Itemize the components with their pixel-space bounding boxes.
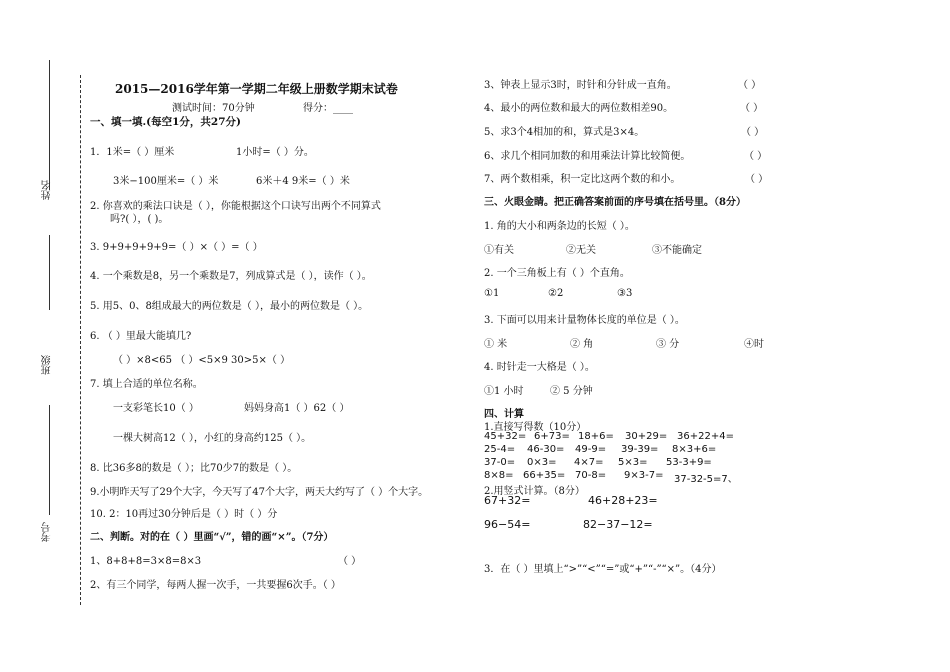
vertical-calc-1: 67+32=	[484, 494, 531, 507]
question-6-blanks: （ ）×8<65 （ ）<5×9 30>5×（ ）	[113, 355, 291, 366]
question-10: 10. 2：10再过30分钟后是（ ）时（ ）分	[90, 509, 278, 520]
choice-3-option-4: ④时	[744, 339, 764, 350]
page-title: 2015—2016学年第一学期二年级上册数学期末试卷	[115, 82, 398, 96]
judge-2: 2、有三个同学，每两人握一次手，一共要握6次手。（ ）	[90, 580, 341, 591]
question-2a: 2. 你喜欢的乘法口诀是（ ），你能根据这个口诀写出两个不同算式	[90, 201, 381, 212]
judge-6: 6、求几个相同加数的和用乘法计算比较简便。	[484, 151, 691, 162]
calc-r4-4: 9×3-7=	[624, 470, 664, 481]
choice-1: 1. 角的大小和两条边的长短（ ）。	[484, 221, 635, 232]
vertical-calc-2: 46+28+23=	[588, 494, 658, 507]
question-2b: 吗?( ），( )。	[110, 214, 169, 225]
choice-3-option-2: ② 角	[570, 339, 594, 350]
calc-r1-2: 6+73=	[534, 431, 570, 442]
calc-r1-4: 30+29=	[625, 431, 668, 442]
calc-r3-4: 5×3=	[618, 457, 648, 468]
calc-r1-5: 36+22+4=	[677, 431, 734, 442]
choice-3-option-1: ① 米	[484, 339, 508, 350]
question-9: 9.小明昨天写了29个大字，今天写了47个大字，两天大约写了（ ）个大字。	[90, 487, 429, 498]
judge-5-paren: （ ）	[741, 127, 765, 138]
section-3-title: 三、火眼金睛。把正确答案前面的序号填在括号里。（8分）	[484, 197, 746, 208]
class-label: 班级	[42, 355, 53, 375]
choice-3: 3. 下面可以用来计量物体长度的单位是（ ）。	[484, 315, 685, 326]
judge-1-paren: （ ）	[338, 556, 362, 567]
judge-6-paren: （ ）	[744, 151, 768, 162]
choice-4-option-2: ② 5 分钟	[550, 386, 593, 397]
question-7a: 一支彩笔长10（ ）	[113, 403, 199, 414]
judge-4-paren: （ ）	[740, 103, 764, 114]
binding-line-top	[49, 60, 50, 190]
judge-7-paren: （ ）	[745, 174, 769, 185]
vertical-calc-3: 96−54=	[484, 518, 531, 531]
choice-4: 4. 时针走一大格是（ ）。	[484, 362, 595, 373]
score-field: 得分：____	[303, 103, 353, 114]
question-3: 3. 9+9+9+9+9=（ ）×（ ）=（ ）	[90, 242, 263, 253]
calc-r2-4: 39-39=	[621, 444, 659, 455]
calc-r2-2: 46-30=	[527, 444, 565, 455]
judge-5: 5、求3个4相加的和，算式是3×4。	[484, 127, 645, 138]
calc-r3-3: 4×7=	[574, 457, 604, 468]
question-1a: 1．1米=（ ）厘米	[90, 147, 175, 158]
calc-r4-1: 8×8=	[484, 470, 514, 481]
question-6: 6. （ ）里最大能填几?	[90, 331, 192, 342]
fold-line	[80, 75, 81, 605]
direct-calc-title: 1.直接写得数（10分）	[484, 422, 587, 433]
binding-line-middle	[49, 235, 50, 310]
choice-2-option-1: ①1	[484, 288, 500, 299]
judge-1: 1、8+8+8=3×8=8×3	[90, 556, 202, 567]
question-7: 7. 填上合适的单位名称。	[90, 379, 203, 390]
choice-4-option-1: ①1 小时	[484, 386, 524, 397]
choice-1-option-3: ③不能确定	[652, 245, 702, 256]
exam-number-label: 考号	[42, 522, 53, 542]
calc-r4-3: 70-8=	[575, 470, 607, 481]
question-7b: 妈妈身高1（ ）62（ ）	[244, 403, 350, 414]
judge-3-paren: （ ）	[738, 80, 762, 91]
compare-question: 3．在（ ）里填上“>”“<”“=”或“+”“-”“×”。（4分）	[484, 564, 722, 575]
calc-r4-5: 37-32-5=7、	[674, 474, 738, 485]
section-2-title: 二、判断。对的在（ ）里画“√”，错的画“×”。（7分）	[90, 532, 334, 543]
calc-r2-1: 25-4=	[484, 444, 516, 455]
choice-2: 2. 一个三角板上有（ ）个直角。	[484, 268, 630, 279]
test-time: 测试时间：70分钟	[172, 103, 255, 114]
calc-r4-2: 66+35=	[523, 470, 566, 481]
choice-1-option-2: ②无关	[566, 245, 596, 256]
vertical-calc-4: 82−37−12=	[583, 518, 653, 531]
name-label: 姓名	[42, 180, 53, 200]
calc-r3-1: 37-0=	[484, 457, 516, 468]
calc-r2-5: 8×3+6=	[672, 444, 717, 455]
question-1d: 6米＋4 9米=（ ）米	[256, 176, 350, 187]
calc-r1-3: 18+6=	[578, 431, 614, 442]
question-8: 8. 比36多8的数是（ ）；比70少7的数是（ ）。	[90, 463, 298, 474]
calc-r1-1: 45+32=	[484, 431, 527, 442]
judge-3: 3、钟表上显示3时，时针和分针成一直角。	[484, 80, 677, 91]
question-5: 5. 用5、0、8组成最大的两位数是（ ），最小的两位数是（ ）。	[90, 301, 369, 312]
choice-1-option-1: ①有关	[484, 245, 514, 256]
section-4-title: 四、计算	[484, 409, 524, 420]
section-1-title: 一、填一填.(每空1分，共27分)	[90, 116, 242, 128]
vertical-calc-title: 2.用竖式计算。（8分）	[484, 486, 585, 497]
judge-7: 7、两个数相乘，积一定比这两个数的和小。	[484, 174, 681, 185]
choice-2-option-3: ③3	[617, 288, 633, 299]
calc-r3-5: 53-3+9=	[666, 457, 712, 468]
binding-line-lower	[49, 405, 50, 515]
choice-2-option-2: ②2	[548, 288, 564, 299]
question-4: 4. 一个乘数是8，另一个乘数是7，列成算式是（ ），读作（ ）。	[90, 271, 372, 282]
choice-3-option-3: ③ 分	[656, 339, 680, 350]
question-1b: 1小时=（ ）分。	[236, 147, 314, 158]
question-7c: 一棵大树高12（ ），小红的身高约125（ ）。	[113, 433, 312, 444]
judge-4: 4、最小的两位数和最大的两位数相差90。	[484, 103, 674, 114]
question-1c: 3米−100厘米=（ ）米	[113, 176, 219, 187]
calc-r3-2: 0×3=	[527, 457, 557, 468]
calc-r2-3: 49-9=	[575, 444, 607, 455]
